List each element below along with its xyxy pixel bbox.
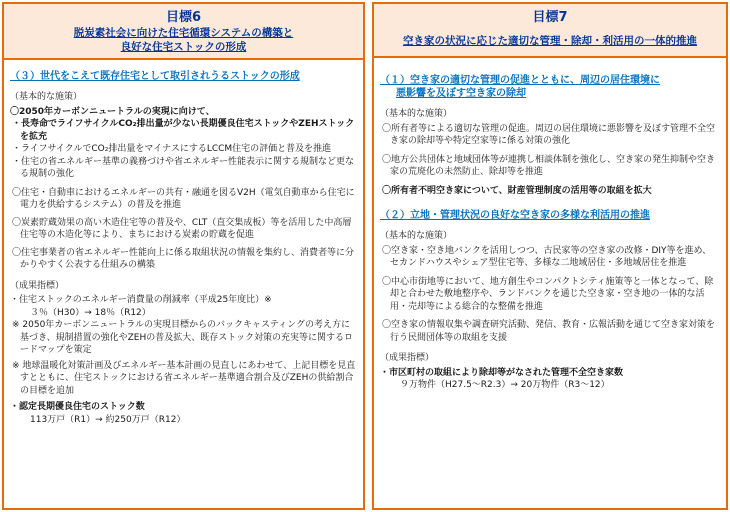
goal6-subtitle-line2: 良好な住宅ストックの形成	[120, 41, 247, 53]
goal6-note-1: ※ 2050年カーボンニュートラルの実現目標からのバックキャスティングの考え方に基づき、規制措置の強化やZEHの普及拡大、既存ストック対策の充実等に関するロードマップを策定	[12, 320, 353, 355]
goal7-body	[374, 58, 726, 392]
goal6-title: 目標6	[165, 10, 202, 25]
goal7-s1-measure-1: 〇所有者等による適切な管理の促進。周辺の居住環境に悪影響を及ぼす管理不全空き家の除却等や特定空家等に係る対策の強化	[382, 123, 716, 146]
goal7-s2-measure-2: 〇中心市街地等において、地方創生やコンパクトシティ施策等と一体となって、除却と合わせた敷地整序や、ランドバンクを通じた空き家・空き地の一体的な活用・売却等による総合的な整備を推進	[382, 276, 714, 312]
goal6-subtitle-line1: 脱炭素社会に向けた住宅循環システムの構築と	[73, 27, 294, 39]
goal6-measure-1-head: 〇2050年カーボンニュートラルの実現に向けて、	[10, 106, 215, 117]
goal7-outcome-label: （成果指標）	[380, 353, 435, 363]
goal6-measure-1-bullet-3: ・住宅の省エネルギー基準の義務づけや省エネルギー性能表示に関する規制など更なる規制の強化	[12, 156, 355, 179]
goal6-note-2: ※ 地球温暖化対策計画及びエネルギー基本計画の見直しにあわせて、上記目標を見直すとともに、住宅ストックにおける省エネルギー基準適合割合及びZEHの供給割合の目標を追加	[12, 360, 356, 396]
goal7-measures-label-2: （基本的な施策）	[380, 231, 453, 241]
goal7-measures-label-1: （基本的な施策）	[380, 109, 453, 119]
goal7-s1-measure-2: 〇地方公共団体と地域団体等が連携し相談体制を強化し、空き家の発生抑制や空き家の荒廃化の未然防止、除却等を推進	[382, 154, 716, 177]
goal7-outcome-1-head: ・市区町村の取組により除却等がなされた管理不全空き家数	[380, 367, 624, 378]
goal6-section-heading: （３）世代をこえて既存住宅として取引されうるストックの形成	[10, 71, 300, 82]
goal7-section-1-heading-line1: （１）空き家の適切な管理の促進とともに、周辺の居住環境に	[380, 75, 660, 86]
goal7-subtitle: 空き家の状況に応じた適切な管理・除却・利活用の一体的推進	[403, 35, 697, 47]
goal6-measure-2: 〇住宅・自動車におけるエネルギーの共有・融通を図るV2H（電気自動車から住宅に電力を供給するシステム）の普及を推進	[12, 187, 355, 210]
goal7-outcome-1-value: ９万物件（H27.5～R2.3）→ 20万物件（R3～12）	[400, 380, 610, 390]
goal6-outcome-2-head: ・認定長期優良住宅のストック数	[10, 402, 145, 412]
goal7-panel	[372, 2, 728, 510]
goal6-measure-1-bullet-2: ・ライフサイクルでCO₂排出量をマイナスにするLCCM住宅の評価と普及を推進	[12, 144, 332, 154]
goal7-s2-measure-1: 〇空き家・空き地バンクを活用しつつ、古民家等の空き家の改修・DIY等を進め、セカンドハウスやシェア型住宅等、多様な二地域居住・多地域居住を推進	[382, 245, 712, 268]
goal6-measure-3: 〇炭素貯蔵効果の高い木造住宅等の普及や、CLT（直交集成板）等を活用した中高層住宅等の木造化等により、まちにおける炭素の貯蔵を促進	[12, 217, 352, 240]
goal7-s2-measure-3: 〇空き家の情報収集や調査研究活動、発信、教育・広報活動を通じて空き家対策を行う民間団体等の取組を支援	[382, 320, 716, 343]
goal7-header	[374, 4, 726, 58]
goal6-measures-label: （基本的な施策）	[10, 92, 83, 102]
goal6-body	[4, 60, 363, 426]
goal6-outcome-2-value: 113万戸（R1）→ 約250万戸（R12）	[30, 414, 186, 425]
goal6-outcome-label: （成果指標）	[10, 280, 65, 291]
goal6-measure-1-bullet-1: ・長寿命でライフサイクルCO₂排出量が少ない長期優良住宅ストックやZEHストックを拡充	[12, 119, 355, 142]
goal7-section-2-heading: （２）立地・管理状況の良好な空き家の多様な利活用の推進	[380, 210, 650, 221]
goal7-section-1-heading-line2: 悪影響を及ぼす空き家の除却	[396, 88, 526, 99]
goal6-panel	[2, 2, 365, 510]
goal6-outcome-1-head: ・住宅ストックのエネルギー消費量の削減率（平成25年度比）※	[10, 295, 272, 305]
goal7-title: 目標7	[532, 10, 568, 25]
goal6-header	[4, 4, 363, 60]
goal6-measure-4: 〇住宅事業者の省エネルギー性能向上に係る取組状況の情報を集約し、消費者等に分かりやすく公表する仕組みの構築	[12, 247, 355, 270]
goal7-s1-measure-3: 〇所有者不明空き家について、財産管理制度の活用等の取組を拡大	[382, 185, 652, 196]
goal6-outcome-1-value: ３％（H30）→ 18％（R12）	[30, 307, 151, 318]
